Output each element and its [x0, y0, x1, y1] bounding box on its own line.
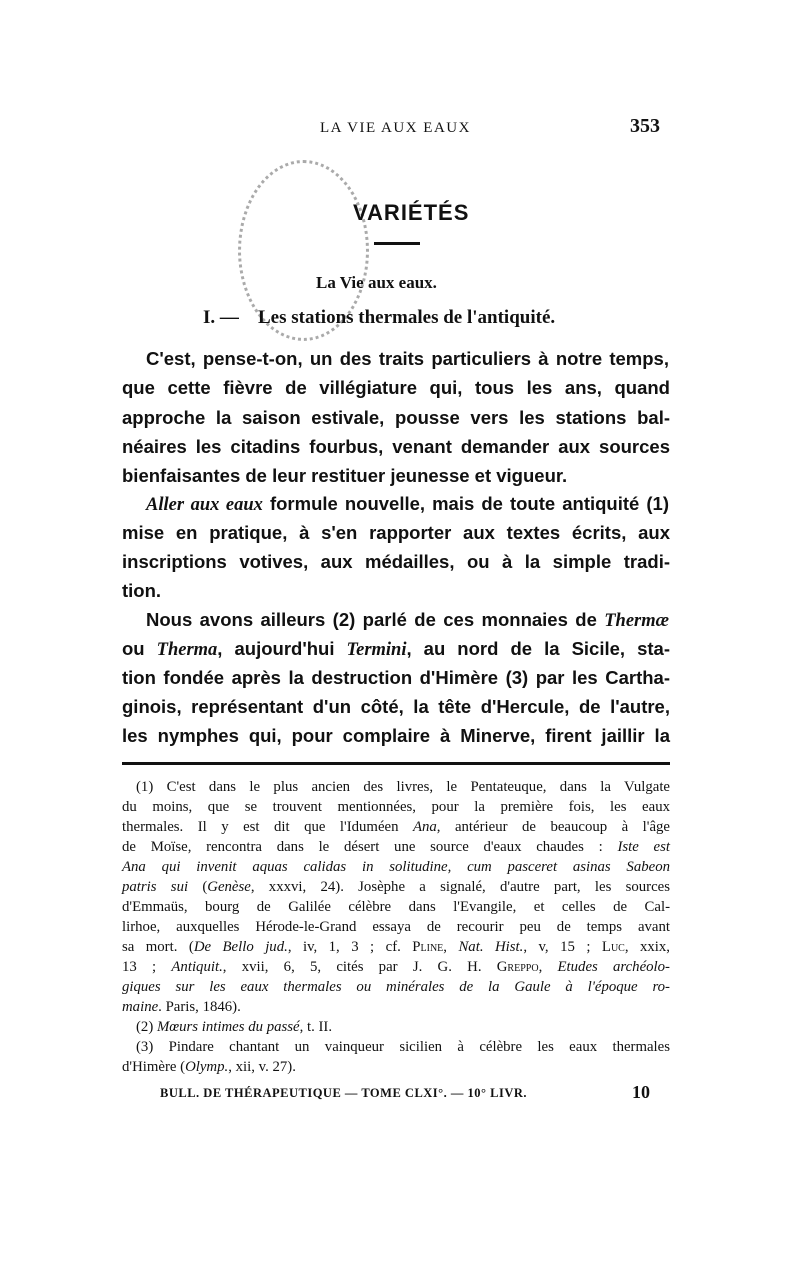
journal-footer: BULL. DE THÉRAPEUTIQUE — TOME CLXI°. — 10° LIVR. [160, 1086, 528, 1100]
body-line: ou Therma, aujourd'hui Termini, au nord de la Sicile, sta- [122, 638, 670, 660]
body-line: Aller aux eaux formule nouvelle, mais de toute antiquité (1) [146, 493, 669, 515]
footnote-line: patris sui (Genèse, xxxvi, 24). Josèphe a signalé, d'autre part, les sources [122, 879, 670, 895]
title-rule [374, 242, 420, 245]
footnote-line: du moins, que se trouvent mentionnées, pour la première fois, les eaux [122, 799, 670, 815]
footnote-line: thermales. Il y est dit que l'Iduméen Ana, antérieur de beaucoup à l'âge [122, 819, 670, 835]
body-line: C'est, pense-t-on, un des traits particuliers à notre temps, [146, 348, 669, 369]
body-line: que cette fièvre de villégiature qui, tous les ans, quand [122, 377, 670, 398]
heading-text: Les stations thermales de l'antiquité. [258, 307, 556, 328]
body-line: tion fondée après la destruction d'Himère (3) par les Cartha- [122, 667, 670, 688]
footnote-rule [122, 762, 670, 765]
footnote-line: lirhoe, auxquelles Hérode-le-Grand essaya de recourir peu de temps avant [122, 919, 670, 935]
body-line: les nymphes qui, pour complaire à Minerve, firent jaillir la [122, 725, 670, 746]
footnote-line: d'Emmaüs, bourg de Galilée célèbre dans l'Evangile, et celles de Cal- [122, 899, 670, 915]
footnote-line: sa mort. (De Bello jud., iv, 1, 3 ; cf. Pline, Nat. Hist., v, 15 ; Luc, xxix, [122, 939, 670, 955]
footnote-line: d'Himère (Olymp., xii, v. 27). [122, 1059, 296, 1075]
footnote-line: 13 ; Antiquit., xvii, 6, 5, cités par J. G. H. Greppo, Etudes archéolo- [122, 959, 670, 975]
section-subtitle: La Vie aux eaux. [316, 273, 437, 292]
body-line: inscriptions votives, aux médailles, ou à la simple tradi- [122, 551, 670, 572]
footnote-line: (3) Pindare chantant un vainqueur sicilien à célèbre les eaux thermales [136, 1039, 670, 1055]
body-line: Nous avons ailleurs (2) parlé de ces monnaies de Thermæ [146, 609, 669, 631]
footnote-line: de Moïse, rencontra dans le désert une source d'eaux chaudes : Iste est [122, 839, 670, 855]
footnote-line: (2) Mœurs intimes du passé, t. II. [136, 1019, 333, 1035]
body-line: approche la saison estivale, pousse vers les stations bal- [122, 407, 670, 428]
running-title: LA VIE AUX EAUX [320, 120, 471, 136]
heading-numeral: I. — [203, 307, 239, 328]
body-line: tion. [122, 580, 162, 601]
body-line: ginois, représentant d'un côté, la tête d'Hercule, de l'autre, [122, 696, 670, 717]
body-line: néaires les citadins fourbus, venant demander aux sources [122, 436, 670, 457]
section-title: VARIÉTÉS [353, 200, 470, 225]
footnote-line: maine. Paris, 1846). [122, 999, 241, 1015]
signature-mark: 10 [632, 1082, 650, 1102]
footnote-line: giques sur les eaux thermales ou minérales de la Gaule à l'époque ro- [122, 979, 670, 995]
body-line: mise en pratique, à s'en rapporter aux textes écrits, aux [122, 522, 670, 543]
footnote-line: (1) C'est dans le plus ancien des livres, le Pentateuque, dans la Vulgate [136, 779, 670, 795]
footnote-line: Ana qui invenit aquas calidas in solitudine, cum pasceret asinas Sabeon [122, 859, 670, 875]
page-number: 353 [630, 115, 660, 137]
body-line: bienfaisantes de leur restituer jeunesse et vigueur. [122, 465, 568, 486]
